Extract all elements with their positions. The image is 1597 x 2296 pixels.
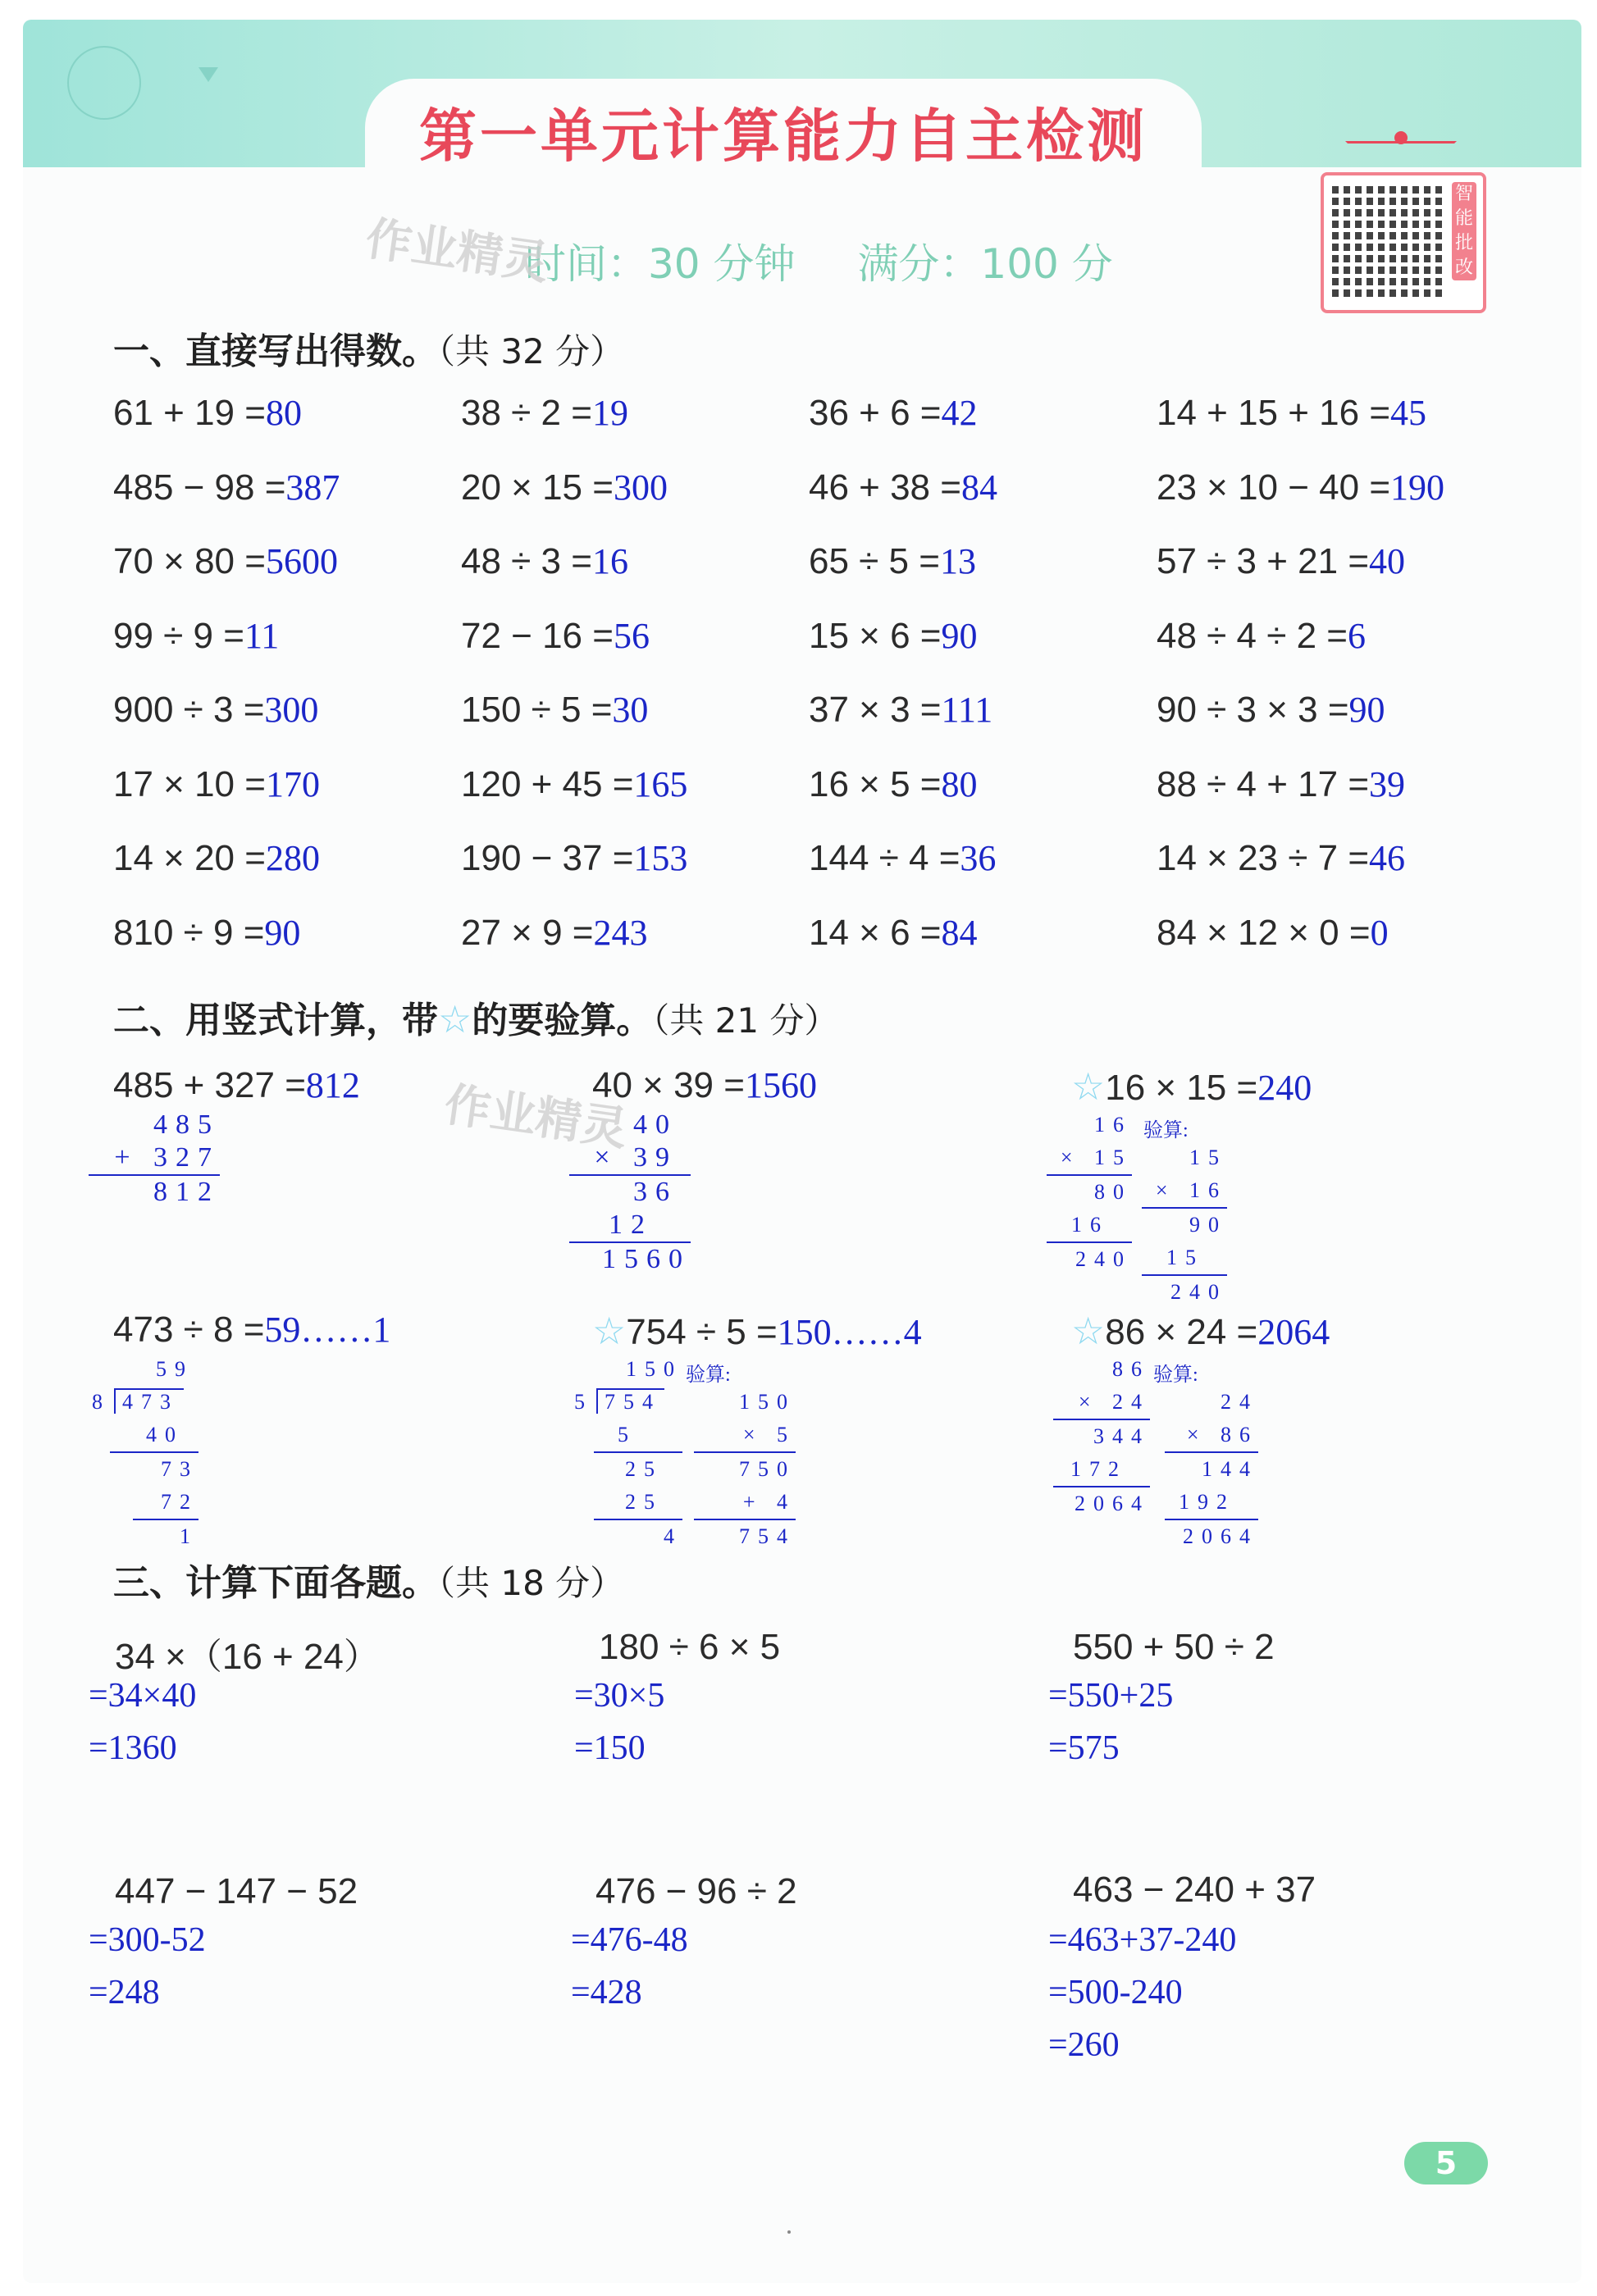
question-text: 99 ÷ 9 = <box>113 616 244 656</box>
score-label: 满分：100 分 <box>857 240 1113 288</box>
section-points: （共 21 分） <box>652 1000 839 1041</box>
question-text: 84 × 12 × 0 = <box>1157 913 1371 953</box>
solution-step: =300-52 <box>89 1921 206 1959</box>
answer-text: 280 <box>265 838 320 878</box>
check-work: 24 × 86 144 192 2064 <box>1165 1386 1258 1553</box>
section-points: （共 32 分） <box>438 331 625 371</box>
time-info <box>525 231 1162 290</box>
expression-problem: 463 − 240 + 37 <box>1073 1870 1316 1910</box>
question-text: 65 ÷ 5 = <box>809 541 940 581</box>
solution-step: =30×5 <box>574 1677 665 1715</box>
question-text: 190 − 37 = <box>461 838 634 878</box>
oral-calc-item <box>461 540 628 582</box>
decorative-circle-icon <box>67 46 141 120</box>
question-text: 88 ÷ 4 + 17 = <box>1157 764 1370 804</box>
question-text: 14 + 15 + 16 = <box>1157 393 1391 433</box>
answer-text: 19 <box>591 393 628 433</box>
section-3-heading <box>113 1553 624 1606</box>
oral-calc-item <box>809 763 977 805</box>
answer-text: 90 <box>1348 690 1385 730</box>
oral-calc-item <box>461 763 687 805</box>
answer-text: 36 <box>960 838 997 878</box>
oral-calc-item <box>809 467 997 508</box>
watermark: 作业精灵 <box>440 1077 631 1157</box>
question-text: 16 × 5 = <box>809 764 942 804</box>
oral-calc-item <box>1157 689 1385 731</box>
answer-text: 300 <box>264 690 319 730</box>
solution-step: =500-240 <box>1048 1974 1183 2011</box>
check-work: 150 × 5 750 + 4 754 <box>694 1386 796 1553</box>
question-text: 57 ÷ 3 + 21 = <box>1157 541 1370 581</box>
answer-text: 190 <box>1390 467 1445 508</box>
answer-text: 5600 <box>265 541 338 581</box>
vertical-problem: 485 + 327 =812 <box>113 1065 360 1105</box>
check-label: 验算: <box>1153 1364 1198 1386</box>
question-text: 485 − 98 = <box>113 467 286 508</box>
vertical-work: 485 + 327 812 <box>89 1109 220 1209</box>
answer-text: 84 <box>941 913 978 953</box>
page-number: 5 <box>1404 2142 1488 2184</box>
oral-calc-item <box>1157 763 1405 805</box>
solution-step: =150 <box>574 1729 646 1767</box>
answer-text: 243 <box>593 913 648 953</box>
section-title: 二、用竖式计算，带 <box>113 1000 438 1041</box>
oral-calc-item <box>461 615 650 657</box>
answer-text: 6 <box>1348 616 1366 656</box>
oral-calc-item <box>461 392 628 434</box>
vertical-problem: ☆754 ÷ 5 =150……4 <box>592 1310 922 1352</box>
answer-text: 90 <box>264 913 301 953</box>
answer-text: 42 <box>941 393 978 433</box>
check-label: 验算: <box>686 1364 731 1386</box>
answer-text: 56 <box>613 616 650 656</box>
answer-text: 13 <box>939 541 976 581</box>
section-1-heading <box>113 321 624 374</box>
oral-calc-item <box>1157 467 1444 508</box>
section-title-end: 的要验算。 <box>472 1000 653 1041</box>
check-label: 验算: <box>1143 1120 1189 1141</box>
oral-calc-item <box>113 467 340 508</box>
star-icon: ☆ <box>592 1310 627 1352</box>
vertical-work: 40 × 39 36 12 1560 <box>569 1109 691 1276</box>
answer-text: 84 <box>960 467 997 508</box>
answer-text: 170 <box>265 764 320 804</box>
section-title: 三、计算下面各题。 <box>113 1562 438 1604</box>
question-text: 14 × 23 ÷ 7 = <box>1157 838 1370 878</box>
answer-text: 45 <box>1390 393 1427 433</box>
oral-calc-item <box>113 689 318 731</box>
vertical-work: 86 × 24 344 172 2064 <box>1053 1353 1150 1520</box>
oral-calc-item <box>809 392 977 434</box>
question-text: 90 ÷ 3 × 3 = <box>1157 690 1349 730</box>
question-text: 120 + 45 = <box>461 764 634 804</box>
expression-problem: 180 ÷ 6 × 5 <box>599 1627 781 1667</box>
answer-text: 0 <box>1370 913 1389 953</box>
vertical-problem: 40 × 39 =1560 <box>592 1065 817 1105</box>
page-dot <box>787 2230 791 2234</box>
solution-step: =34×40 <box>89 1677 197 1715</box>
oral-calc-item <box>1157 540 1405 582</box>
long-division: 59 8 473 40 73 72 1 <box>92 1357 198 1548</box>
question-text: 810 ÷ 9 = <box>113 913 265 953</box>
answer-text: 40 <box>1369 541 1406 581</box>
answer-text: 387 <box>285 467 340 508</box>
vertical-problem: 473 ÷ 8 =59……1 <box>113 1310 391 1350</box>
question-text: 14 × 6 = <box>809 913 942 953</box>
oral-calc-item <box>113 837 320 879</box>
oral-calc-item <box>113 540 338 582</box>
question-text: 14 × 20 = <box>113 838 266 878</box>
section-points: （共 18 分） <box>438 1563 625 1603</box>
question-text: 900 ÷ 3 = <box>113 690 265 730</box>
vertical-problem: ☆86 × 24 =2064 <box>1071 1310 1330 1352</box>
question-text: 20 × 15 = <box>461 467 614 508</box>
question-text: 38 ÷ 2 = <box>461 393 592 433</box>
oral-calc-item <box>461 837 687 879</box>
expression-problem: 34 ×（16 + 24） <box>115 1637 380 1677</box>
oral-calc-item <box>809 837 996 879</box>
expression-problem: 447 − 147 − 52 <box>115 1871 358 1911</box>
page-title: 第一单元计算能力自主检测 <box>419 102 1148 170</box>
question-text: 17 × 10 = <box>113 764 266 804</box>
question-text: 72 − 16 = <box>461 616 614 656</box>
vertical-work: 16 × 15 80 16 240 <box>1047 1109 1132 1276</box>
question-text: 27 × 9 = <box>461 913 594 953</box>
check-work: 15 × 16 90 15 240 <box>1142 1141 1227 1309</box>
question-text: 144 ÷ 4 = <box>809 838 960 878</box>
question-text: 150 ÷ 5 = <box>461 690 613 730</box>
expression-problem: 550 + 50 ÷ 2 <box>1073 1627 1275 1667</box>
answer-text: 30 <box>612 690 649 730</box>
answer-text: 11 <box>244 616 280 656</box>
question-text: 15 × 6 = <box>809 616 942 656</box>
oral-calc-item <box>809 689 992 731</box>
expression-problem: 476 − 96 ÷ 2 <box>595 1871 797 1911</box>
answer-text: 90 <box>941 616 978 656</box>
long-division: 150 5 754 5 25 25 4 <box>574 1357 682 1548</box>
answer-text: 111 <box>941 690 993 730</box>
oral-calc-item <box>113 763 320 805</box>
star-icon: ☆ <box>1071 1065 1106 1108</box>
oral-calc-item <box>809 540 976 582</box>
oral-calc-item <box>1157 837 1405 879</box>
section-2-heading <box>113 991 838 1043</box>
answer-text: 16 <box>591 541 628 581</box>
qr-code[interactable] <box>1321 172 1486 313</box>
question-text: 37 × 3 = <box>809 690 942 730</box>
answer-text: 153 <box>633 838 688 878</box>
qr-code-icon <box>1332 184 1445 297</box>
solution-step: =260 <box>1048 2026 1120 2064</box>
section-title: 一、直接写出得数。 <box>113 330 438 372</box>
star-icon: ☆ <box>438 997 472 1041</box>
oral-calc-item <box>1157 912 1389 954</box>
oral-calc-item <box>809 615 977 657</box>
star-icon: ☆ <box>1071 1310 1106 1352</box>
solution-step: =248 <box>89 1974 160 2011</box>
solution-step: =550+25 <box>1048 1677 1174 1715</box>
oral-calc-item <box>809 912 977 954</box>
solution-step: =476-48 <box>571 1921 688 1959</box>
vertical-problem: ☆16 × 15 =240 <box>1071 1065 1312 1108</box>
time-label: 时间：30 分钟 <box>525 240 796 288</box>
question-text: 46 + 38 = <box>809 467 961 508</box>
question-text: 48 ÷ 3 = <box>461 541 592 581</box>
answer-text: 300 <box>613 467 668 508</box>
question-text: 61 + 19 = <box>113 393 266 433</box>
question-text: 48 ÷ 4 ÷ 2 = <box>1157 616 1348 656</box>
solution-step: =463+37-240 <box>1048 1921 1237 1959</box>
answer-text: 46 <box>1369 838 1406 878</box>
qr-hanger-pin <box>1394 131 1408 144</box>
oral-calc-item <box>461 912 647 954</box>
answer-text: 80 <box>265 393 302 433</box>
oral-calc-item <box>1157 392 1426 434</box>
answer-text: 165 <box>633 764 688 804</box>
solution-step: =428 <box>571 1974 642 2011</box>
oral-calc-item <box>1157 615 1366 657</box>
question-text: 36 + 6 = <box>809 393 942 433</box>
watermark: 作业精灵 <box>362 212 552 291</box>
oral-calc-item <box>461 689 648 731</box>
oral-calc-item <box>113 392 302 434</box>
qr-side-label: 智能批改 <box>1452 182 1476 280</box>
oral-calc-item <box>113 615 279 657</box>
question-text: 70 × 80 = <box>113 541 266 581</box>
oral-calc-item <box>113 912 300 954</box>
question-text: 23 × 10 − 40 = <box>1157 467 1391 508</box>
oral-calc-item <box>461 467 668 508</box>
answer-text: 80 <box>941 764 978 804</box>
solution-step: =1360 <box>89 1729 177 1767</box>
decorative-triangle-icon <box>198 67 218 82</box>
answer-text: 39 <box>1369 764 1406 804</box>
solution-step: =575 <box>1048 1729 1120 1767</box>
